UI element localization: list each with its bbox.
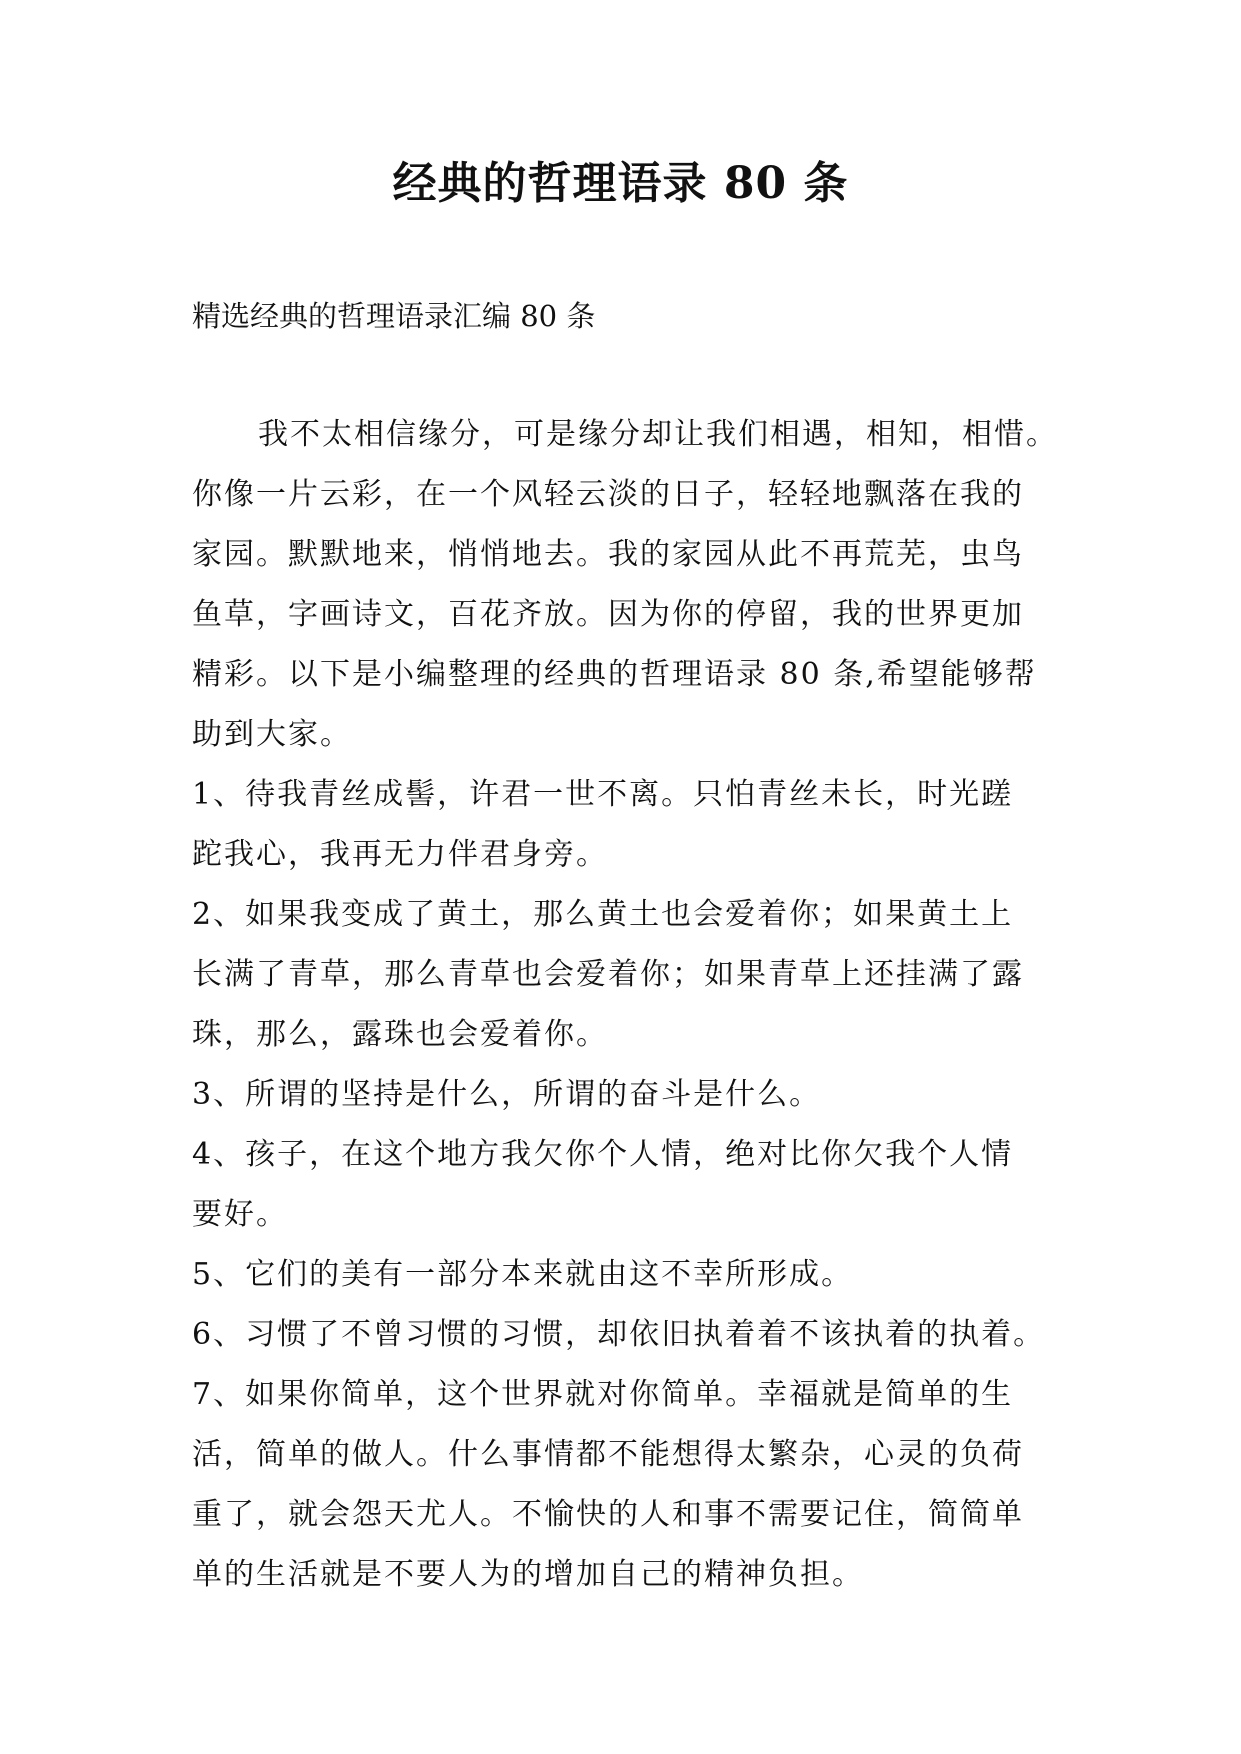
quote-item-4 — [192, 1125, 1062, 1245]
text-line: 你像一片云彩，在一个风轻云淡的日子，轻轻地飘落在我的 — [192, 477, 1024, 512]
quote-item-1 — [192, 765, 1062, 885]
text-line: 7、如果你简单，这个世界就对你简单。幸福就是简单的生 — [192, 1377, 1014, 1412]
text-line: 要好。 — [192, 1197, 288, 1232]
quote-item-6 — [192, 1305, 1062, 1365]
text-line: 跎我心，我再无力伴君身旁。 — [192, 837, 608, 872]
quote-item-7 — [192, 1365, 1062, 1605]
text-line: 5、它们的美有一部分本来就由这不幸所形成。 — [192, 1257, 854, 1292]
quote-item-5 — [192, 1245, 1062, 1305]
text-line: 活，简单的做人。什么事情都不能想得太繁杂，心灵的负荷 — [192, 1437, 1024, 1472]
text-line: 我不太相信缘分，可是缘分却让我们相遇，相知，相惜。 — [258, 417, 1058, 452]
text-line: 2、如果我变成了黄土，那么黄土也会爱着你；如果黄土上 — [192, 897, 1014, 932]
text-line: 1、待我青丝成髻，许君一世不离。只怕青丝未长，时光蹉 — [192, 777, 1014, 812]
text-line: 助到大家。 — [192, 717, 352, 752]
text-line: 6、习惯了不曾习惯的习惯，却依旧执着着不该执着的执着。 — [192, 1317, 1046, 1352]
text-line: 重了，就会怨天尤人。不愉快的人和事不需要记住，简简单 — [192, 1497, 1024, 1532]
intro-paragraph — [192, 405, 1062, 765]
text-line: 鱼草，字画诗文，百花齐放。因为你的停留，我的世界更加 — [192, 597, 1024, 632]
text-line: 长满了青草，那么青草也会爱着你；如果青草上还挂满了露 — [192, 957, 1024, 992]
page-title: 经典的哲理语录 80 条 — [392, 158, 849, 209]
text-line: 精彩。以下是小编整理的经典的哲理语录 80 条,希望能够帮 — [192, 657, 1037, 692]
text-line: 珠，那么，露珠也会爱着你。 — [192, 1017, 608, 1052]
quote-item-2 — [192, 885, 1062, 1065]
body-text — [192, 405, 1062, 1605]
document-subtitle: 精选经典的哲理语录汇编 80 条 — [192, 299, 596, 333]
text-line: 家园。默默地来，悄悄地去。我的家园从此不再荒芜，虫鸟 — [192, 537, 1024, 572]
quote-item-3 — [192, 1065, 1062, 1125]
text-line: 单的生活就是不要人为的增加自己的精神负担。 — [192, 1557, 864, 1592]
text-line: 3、所谓的坚持是什么，所谓的奋斗是什么。 — [192, 1077, 822, 1112]
text-line: 4、孩子，在这个地方我欠你个人情，绝对比你欠我个人情 — [192, 1137, 1014, 1172]
